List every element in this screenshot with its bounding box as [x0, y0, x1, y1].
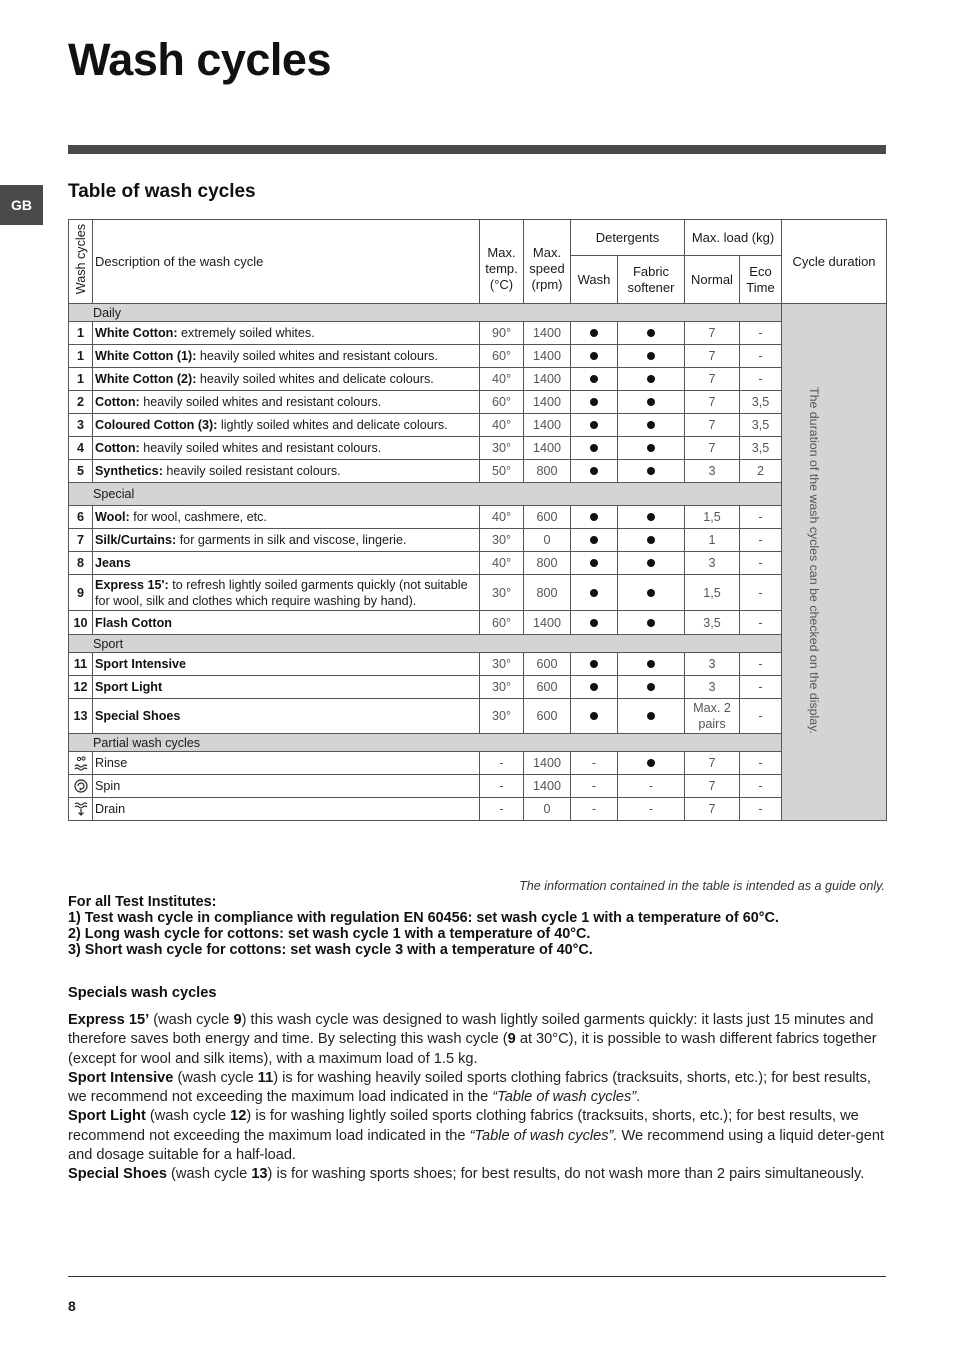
bullet-dot: [647, 712, 655, 720]
header-detergents: Detergents: [571, 220, 685, 256]
header-fabric-softener: Fabric softener: [618, 256, 685, 304]
test-note-1: 1) Test wash cycle in compliance with regulation EN 60456: set wash cycle 1 with a temperature of 60°C.: [68, 910, 779, 926]
bullet-dot: [590, 329, 598, 337]
table-row: 8 Jeans 40° 800 3 -: [69, 552, 887, 575]
table-row: Spin - 1400 - - 7 -: [69, 775, 887, 798]
group-daily: Daily: [69, 304, 782, 322]
bullet-dot: [647, 375, 655, 383]
guide-note: The information contained in the table is intended as a guide only.: [519, 879, 885, 893]
header-eco-time: Eco Time: [740, 256, 782, 304]
special-shoes-paragraph: Special Shoes (wash cycle 13) is for washing sports shoes; for best results, do not wash more than 2 pairs simultaneously.: [68, 1166, 865, 1183]
sport-intensive-paragraph: Sport Intensive (wash cycle 11) is for washing heavily soiled sports clothing fabrics (tracksuits, shorts, etc.); for best results, we recommend not exceeding the maximum load indicated in the “Table of wash cycles”.: [68, 1069, 871, 1106]
bullet-dot: [647, 467, 655, 475]
table-row: 5 Synthetics: heavily soiled resistant colours. 50° 800 3 2: [69, 460, 887, 483]
bullet-dot: [647, 619, 655, 627]
bullet-dot: [647, 759, 655, 767]
bullet-dot: [590, 421, 598, 429]
bullet-dot: [647, 329, 655, 337]
specials-description: [68, 1011, 888, 1185]
bullet-dot: [590, 352, 598, 360]
bullet-dot: [590, 375, 598, 383]
bullet-dot: [647, 352, 655, 360]
wash-cycles-table: [68, 219, 887, 821]
test-note-3: 3) Short wash cycle for cottons: set wash cycle 3 with a temperature of 40°C.: [68, 942, 593, 958]
table-row: 12 Sport Light 30° 600 3 -: [69, 676, 887, 699]
bullet-dot: [647, 660, 655, 668]
group-sport: Sport: [69, 635, 782, 653]
drain-icon: [69, 798, 93, 821]
cycle-duration-note: The duration of the wash cycles can be checked on the display.: [782, 304, 887, 821]
bullet-dot: [590, 536, 598, 544]
rinse-icon: [69, 752, 93, 775]
test-institutes-notes: [68, 894, 779, 958]
table-row: 1 White Cotton (1): heavily soiled whites and resistant colours. 60° 1400 7 -: [69, 345, 887, 368]
table-row: 13 Special Shoes 30° 600 Max. 2 pairs -: [69, 699, 887, 734]
specials-title: Specials wash cycles: [68, 985, 217, 1001]
bullet-dot: [590, 619, 598, 627]
language-tab: GB: [0, 185, 43, 225]
bullet-dot: [647, 536, 655, 544]
table-row: 10 Flash Cotton 60° 1400 3,5 -: [69, 611, 887, 635]
bullet-dot: [590, 559, 598, 567]
header-description: Description of the wash cycle: [93, 220, 480, 304]
table-row: 1 White Cotton (2): heavily soiled whites and delicate colours. 40° 1400 7 -: [69, 368, 887, 391]
bullet-dot: [590, 467, 598, 475]
table-row: 3 Coloured Cotton (3): lightly soiled whites and delicate colours. 40° 1400 7 3,5: [69, 414, 887, 437]
group-special: Special: [69, 483, 782, 506]
table-row: 7 Silk/Curtains: for garments in silk and viscose, lingerie. 30° 0 1 -: [69, 529, 887, 552]
bullet-dot: [590, 589, 598, 597]
bullet-dot: [647, 559, 655, 567]
bullet-dot: [590, 513, 598, 521]
bullet-dot: [590, 683, 598, 691]
bullet-dot: [647, 513, 655, 521]
header-max-speed: Max. speed (rpm): [524, 220, 571, 304]
bullet-dot: [647, 444, 655, 452]
group-partial: Partial wash cycles: [69, 734, 782, 752]
table-row: Drain - 0 - - 7 -: [69, 798, 887, 821]
page-title: Wash cycles: [68, 34, 331, 85]
section-title: Table of wash cycles: [68, 181, 256, 202]
table-row: 1 White Cotton: extremely soiled whites. 90° 1400 7 -: [69, 322, 887, 345]
bullet-dot: [590, 398, 598, 406]
bullet-dot: [590, 712, 598, 720]
bullet-dot: [590, 660, 598, 668]
bullet-dot: [590, 444, 598, 452]
header-normal: Normal: [685, 256, 740, 304]
table-row: 9 Express 15': to refresh lightly soiled garments quickly (not suitable for wool, silk and clothes which require washing by hand). 30° 800 1,5 -: [69, 575, 887, 611]
footer-divider: [68, 1276, 886, 1277]
sport-light-paragraph: Sport Light (wash cycle 12) is for washing lightly soiled sports clothing fabrics (tracksuits, shorts, etc.); for best results, we recommend not exceeding the maximum load indicated in the “Table of wash cycles”. We recommend using a liquid deter-gent and dosage suitable for a half-load.: [68, 1108, 885, 1164]
table-row: 6 Wool: for wool, cashmere, etc. 40° 600 1,5 -: [69, 506, 887, 529]
bullet-dot: [647, 589, 655, 597]
header-wash: Wash: [571, 256, 618, 304]
test-note-2: 2) Long wash cycle for cottons: set wash cycle 1 with a temperature of 40°C.: [68, 926, 591, 942]
title-divider: [68, 145, 886, 154]
header-cycle-duration: Cycle duration: [782, 220, 887, 304]
header-max-temp: Max. temp. (°C): [480, 220, 524, 304]
bullet-dot: [647, 421, 655, 429]
header-max-load: Max. load (kg): [685, 220, 782, 256]
table-row: 4 Cotton: heavily soiled whites and resistant colours. 30° 1400 7 3,5: [69, 437, 887, 460]
table-row: Rinse - 1400 - 7 -: [69, 752, 887, 775]
bullet-dot: [647, 398, 655, 406]
table-row: 2 Cotton: heavily soiled whites and resistant colours. 60° 1400 7 3,5: [69, 391, 887, 414]
page-number: 8: [68, 1298, 76, 1314]
bullet-dot: [647, 683, 655, 691]
spin-icon: [69, 775, 93, 798]
express-paragraph: Express 15’ (wash cycle 9) this wash cycle was designed to wash lightly soiled garments quickly: it lasts just 15 minutes and therefore saves both energy and time. By selecting this wash cycle (9 at 30°C), it is possible to wash different fabrics together (except for wool and silk items), with a maximum load of 1.5 kg.: [68, 1012, 877, 1067]
header-wash-cycles: Wash cycles: [69, 220, 93, 304]
table-row: 11 Sport Intensive 30° 600 3 -: [69, 653, 887, 676]
test-title: For all Test Institutes:: [68, 894, 217, 910]
